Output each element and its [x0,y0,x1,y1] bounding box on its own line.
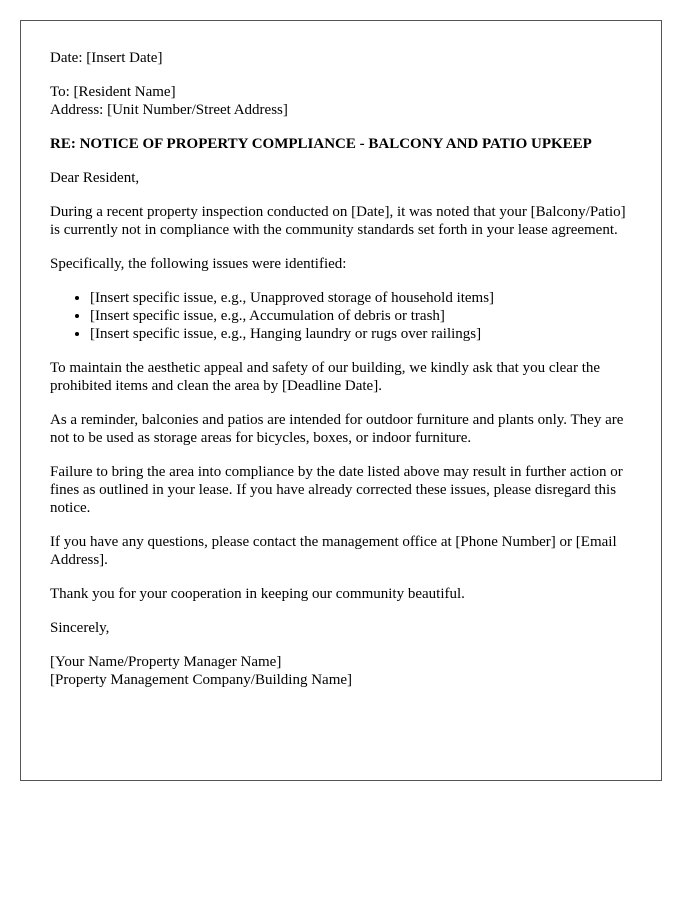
list-item: • [Insert specific issue, e.g., Accumulation of debris or trash] [90,307,633,325]
issues-intro: Specifically, the following issues were identified: [50,256,347,272]
contact-paragraph: If you have any questions, please contact the management office at [Phone Number] or [Email Address]. [50,534,617,568]
closing: Sincerely, [50,620,110,636]
intro-paragraph: During a recent property inspection conducted on [Date], it was noted that your [Balcony/Patio] is currently not in compliance with the community standards set forth in your lease agreement. [50,204,626,238]
salutation: Dear Resident, [50,170,140,186]
issues-list [50,289,633,343]
consequence-paragraph: Failure to bring the area into compliance by the date listed above may result in further action or fines as outlined in your lease. If you have already corrected these issues, please disregard this notice. [50,464,623,516]
address-line: Address: [Unit Number/Street Address] [50,102,288,118]
thanks-paragraph: Thank you for your cooperation in keeping our community beautiful. [50,586,465,602]
letter [20,20,662,781]
list-item: • [Insert specific issue, e.g., Hanging laundry or rugs over railings] [90,325,633,343]
signature-name: [Your Name/Property Manager Name] [50,654,282,670]
signature-block [50,653,633,689]
signature-company: [Property Management Company/Building Name] [50,672,353,688]
list-item: • [Insert specific issue, e.g., Unapproved storage of household items] [90,289,633,307]
subject-line: RE: NOTICE OF PROPERTY COMPLIANCE - BALCONY AND PATIO UPKEEP [50,136,592,152]
recipient-block [50,83,633,119]
reminder-paragraph: As a reminder, balconies and patios are intended for outdoor furniture and plants only. They are not to be used as storage areas for bicycles, boxes, or indoor furniture. [50,412,624,446]
to-line: To: [Resident Name] [50,84,176,100]
request-paragraph: To maintain the aesthetic appeal and safety of our building, we kindly ask that you clear the prohibited items and clean the area by [Deadline Date]. [50,360,601,394]
date-line: Date: [Insert Date] [50,50,163,66]
